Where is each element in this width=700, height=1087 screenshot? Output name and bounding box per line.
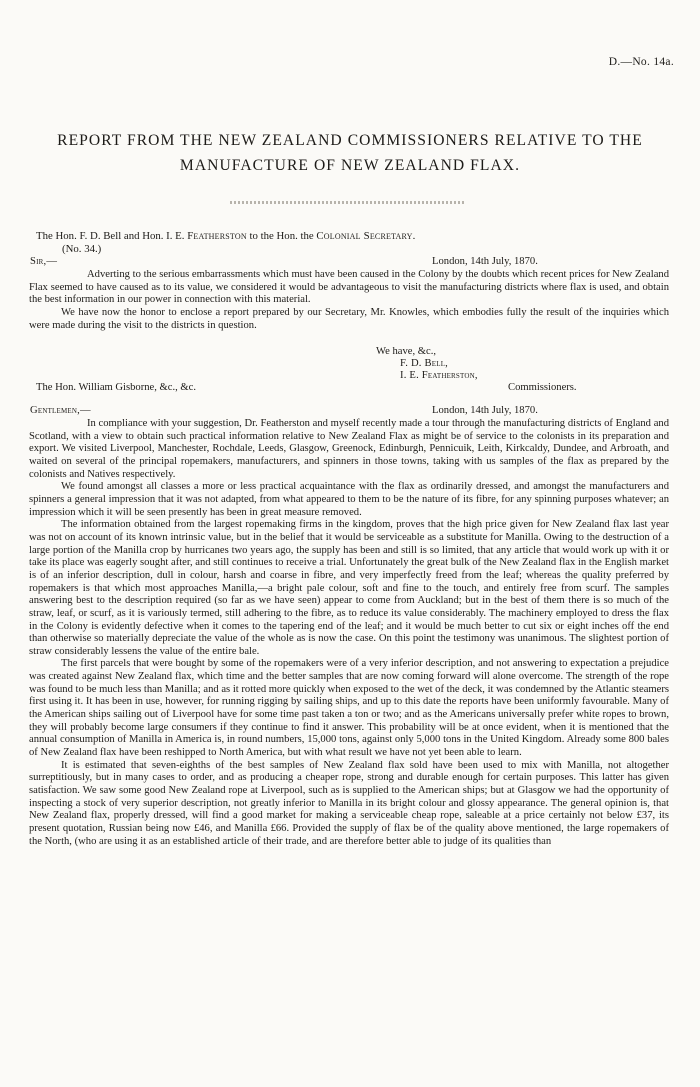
- heading-prefix: The Hon. F. D. Bell and Hon. I. E.: [36, 230, 188, 242]
- letter2-paragraph-4: The first parcels that were bought by some of the ropemakers were of a very inferior description, and not answering to expectation a prejudice was created against New Zealand flax, which time and the better samples that are now coming forward will alone overcome. The strength of the rope was found to be much less than Manilla; and as it rotted more quickly when exposed to the wet of the deck, it was condemned by the Atlantic steamers first using it. It has been in use, however, for running rigging by sailing ships, and up to this date the reports have been uniformly favourable. Many of the American ships sailing out of Liverpool have for some time past taken a ton or two; and as the Americans universally prefer white ropes to brown, they will probably become large consumers if they continue to find it answer. This probability will be at once evident, when it is mentioned that the annual consumption of Manilla in America is, in round numbers, 15,000 tons, against only 5,000 tons in the United Kingdom. Already some 800 bales of New Zealand flax have been reshipped to North America, but with what result we have not yet been able to learn.: [29, 658, 669, 759]
- heading-office: Colonial Secretary.: [316, 230, 416, 242]
- signatory-title: Commissioners.: [508, 382, 577, 393]
- page-reference: D.—No. 14a.: [608, 56, 674, 68]
- letter2-body: [29, 418, 669, 848]
- letter1-closing: We have, &c.,: [376, 346, 437, 357]
- decorative-rule: [230, 201, 465, 204]
- letter1-body: [29, 269, 669, 332]
- heading-name: Featherston: [187, 230, 247, 242]
- letter2-paragraph-5: It is estimated that seven-eighths of the best samples of New Zealand flax sold have been used to mix with Manilla, not altogether surreptitiously, but in many cases to order, and as producing a cheaper rope, strong and durable enough for certain purposes. This latter has given satisfaction. We saw some good New Zealand rope at Liverpool, such as is supplied to the American ships; but at Glasgow we had the opportunity of inspecting a stock of very superior description, not greatly inferior to Manilla in its bright colour and glossy appearance. The general opinion is, that New Zealand flax, properly dressed, will find a good market for making a serviceable cheap rope, saleable at a price certainly not below £37, its present quotation, Russian being now £46, and Manilla £66. Provided the supply of flax be of the quality above mentioned, the large ropemakers of the North, (who are using it as an established article of their trade, and are therefore better able to judge of its qualities than: [29, 759, 669, 847]
- letter1-addressee: The Hon. William Gisborne, &c., &c.: [36, 382, 197, 393]
- letter1-date: London, 14th July, 1870.: [432, 256, 538, 267]
- letter1-salutation: Sir,—: [30, 256, 58, 267]
- signatory-featherston: I. E. Featherston,: [400, 370, 478, 381]
- letter2-paragraph-3: The information obtained from the largest ropemaking firms in the kingdom, proves that the high price given for New Zealand flax last year was not on account of its known intrinsic value, but in the belief that it would be serviceable as a substitute for Manilla. Owing to the destruction of a large portion of the Manilla crop by hurricanes two years ago, the supply has been and still is so limited, that any article that would work up with it or take its place was eagerly sought after, and still continues to receive a trial. Unfortunately the great bulk of the New Zealand flax in the English market is of an inferior description, dull in colour, harsh and coarse in fibre, and very imperfectly freed from the leaf; whereas the quality preferred by ropemakers is that which most approaches Manilla,—a bright pale colour, soft and fine to the touch, and entirely free from scurf. The samples answering best to the description required (so far as we have seen) appear to come from Auckland; but in the best of them there is so much of the straw, leaf, or scurf, as it is variously termed, still adhering to the fibre, as to reduce its value considerably. The machinery employed to dress the flax in the Colony is evidently defective when it comes to the tapering end of the leaf; and it would be much better to cut six or eight inches off the end than otherwise so materially depreciate the value of the whole as is now the case. On this point the testimony was unanimous. The slightest portion of straw considerably lessens the value of the entire bale.: [29, 519, 669, 657]
- letter2-paragraph-1: In compliance with your suggestion, Dr. Featherston and myself recently made a tour through the manufacturing districts of England and Scotland, with a view to obtain such practical information relative to New Zealand Flax as might be of service to the colonists in its preparation and export. We visited Liverpool, Manchester, Rochdale, Leeds, Glasgow, Greenock, Edinburgh, Pennicuik, Leith, Kirkcaldy, Dundee, and Arbroath, and waited on several of the principal ropemakers, manufacturers, and spinners in those towns, taking with us samples of the flax as prepared by the colonists and Natives respectively.: [29, 418, 669, 480]
- letter2-paragraph-2: We found amongst all classes a more or less practical acquaintance with the flax as ordinarily dressed, and amongst the manufacturers and spinners a general impression that it was not adapted, from what appeared to them to be the nature of its fibre, for any spinning purposes whatever; an impression which it will be seen presently has been in great measure removed.: [29, 481, 669, 518]
- letter1-number: (No. 34.): [62, 243, 102, 255]
- letter2-date: London, 14th July, 1870.: [432, 405, 538, 416]
- document-title: REPORT FROM THE NEW ZEALAND COMMISSIONERS RELATIVE TO THE MANUFACTURE OF NEW ZEALAND FLAX.: [57, 132, 643, 174]
- letter2-salutation: Gentlemen,—: [30, 405, 91, 416]
- letter1-paragraph-1: Adverting to the serious embarrassments which must have been caused in the Colony by the doubts which recent prices for New Zealand Flax seemed to have caused as to its value, we considered it would be advantageous to visit the manufacturing districts where flax is used, and obtain the best information in our power in connection with this material.: [29, 269, 669, 306]
- letter1-heading: [36, 229, 670, 243]
- letter1-paragraph-2: We have now the honor to enclose a report prepared by our Secretary, Mr. Knowles, which embodies fully the result of the inquiries which were made during the visit to the districts in question.: [29, 306, 669, 331]
- heading-middle: to the Hon. the: [246, 230, 317, 242]
- signatory-bell: F. D. Bell,: [400, 358, 449, 369]
